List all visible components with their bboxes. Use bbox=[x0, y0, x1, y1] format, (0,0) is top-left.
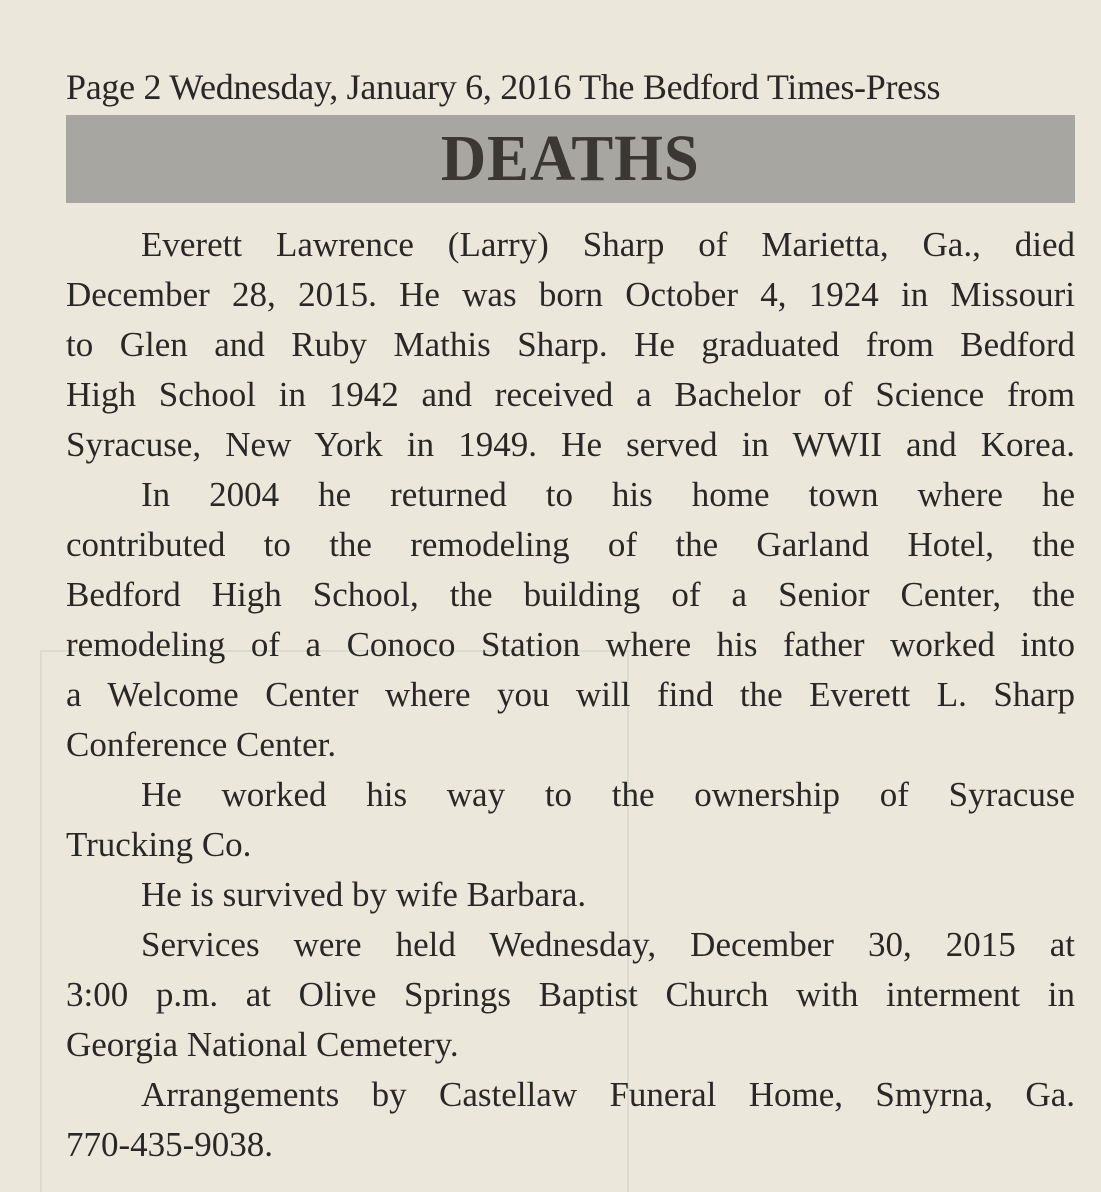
text-line: He is survived by wife Barbara. bbox=[141, 875, 587, 914]
text-line: Arrangements by Castellaw Funeral Home, Smyrna, Ga. bbox=[141, 1075, 1075, 1114]
text-line: 770-435-9038. bbox=[66, 1125, 274, 1164]
text-line: Georgia National Cemetery. bbox=[66, 1025, 459, 1064]
obituary-paragraph bbox=[66, 1070, 1075, 1170]
text-line: a Welcome Center where you will find the Everett L. Sharp bbox=[66, 675, 1075, 714]
section-title: DEATHS bbox=[441, 122, 700, 195]
text-line: High School in 1942 and received a Bachelor of Science from bbox=[66, 375, 1075, 414]
obituary-paragraph bbox=[66, 220, 1075, 470]
text-line: Syracuse, New York in 1949. He served in WWII and Korea. bbox=[66, 425, 1075, 464]
obituary-paragraph bbox=[66, 770, 1075, 870]
obituary-body bbox=[66, 220, 1075, 1170]
text-line: Everett Lawrence (Larry) Sharp of Marietta, Ga., died bbox=[141, 225, 1075, 264]
text-line: Conference Center. bbox=[66, 725, 337, 764]
text-line: In 2004 he returned to his home town where he bbox=[141, 475, 1075, 514]
text-line: He worked his way to the ownership of Syracuse bbox=[141, 775, 1075, 814]
text-line: December 28, 2015. He was born October 4, 1924 in Missouri bbox=[66, 275, 1075, 314]
text-line: remodeling of a Conoco Station where his father worked into bbox=[66, 625, 1075, 664]
obituary-paragraph bbox=[66, 470, 1075, 770]
obituary-paragraph bbox=[66, 870, 1075, 920]
text-line: Trucking Co. bbox=[66, 825, 252, 864]
text-line: Bedford High School, the building of a Senior Center, the bbox=[66, 575, 1075, 614]
page-header: Page 2 Wednesday, January 6, 2016 The Bedford Times-Press bbox=[66, 67, 941, 107]
obituary-paragraph bbox=[66, 920, 1075, 1070]
text-line: Services were held Wednesday, December 30, 2015 at bbox=[141, 925, 1075, 964]
text-line: contributed to the remodeling of the Garland Hotel, the bbox=[66, 525, 1075, 564]
text-line: to Glen and Ruby Mathis Sharp. He graduated from Bedford bbox=[66, 325, 1075, 364]
section-banner bbox=[66, 115, 1075, 203]
text-line: 3:00 p.m. at Olive Springs Baptist Church with interment in bbox=[66, 975, 1075, 1014]
